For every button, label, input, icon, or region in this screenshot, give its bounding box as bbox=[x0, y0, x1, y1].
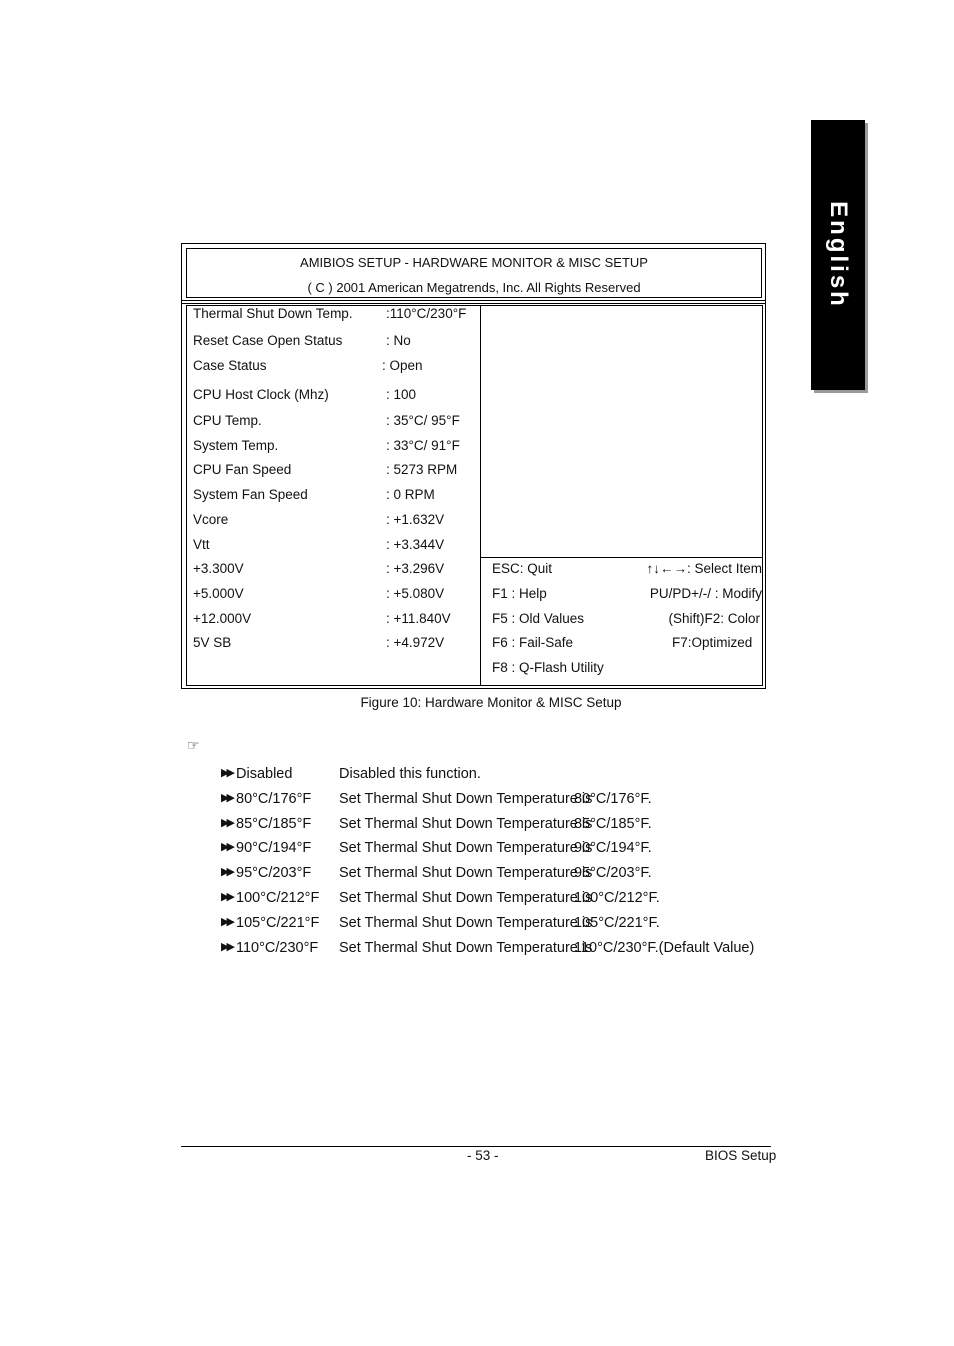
option-value: 110°C/230°F bbox=[236, 939, 319, 956]
option-value: 85°C/185°F bbox=[236, 815, 312, 832]
option-value: 95°C/203°F bbox=[236, 865, 312, 882]
key-help-optimized: F7:Optimized bbox=[672, 635, 753, 650]
option-description: Set Thermal Shut Down Temperature is bbox=[339, 790, 593, 807]
setting-label: 5V SB bbox=[193, 635, 232, 650]
key-help-f8: F8 : Q-Flash Utility bbox=[492, 660, 604, 675]
header-separator bbox=[182, 303, 765, 304]
help-divider bbox=[480, 557, 763, 558]
option-description: Set Thermal Shut Down Temperature is bbox=[339, 890, 593, 906]
option-description: Set Thermal Shut Down Temperature is bbox=[339, 840, 593, 857]
setting-label: Vtt bbox=[193, 537, 210, 552]
key-help-color: (Shift)F2: Color bbox=[668, 611, 760, 626]
panel-divider bbox=[480, 305, 481, 686]
setting-value: : +1.632V bbox=[386, 512, 445, 527]
option-value: 105°C/221°F bbox=[236, 914, 320, 931]
setting-value: : 100 bbox=[386, 387, 417, 402]
setting-label: Reset Case Open Status bbox=[193, 333, 343, 348]
setting-value: : 5273 RPM bbox=[386, 462, 458, 477]
setting-value: : 33°C/ 91°F bbox=[386, 438, 460, 453]
footer-rule bbox=[181, 1146, 771, 1147]
language-tab bbox=[811, 120, 865, 390]
option-temperature: 80°C/176°F. bbox=[574, 790, 652, 807]
setting-value: : +3.296V bbox=[386, 561, 445, 576]
key-help-arrows: ↑↓←→: Select Item bbox=[646, 561, 762, 576]
option-description: Set Thermal Shut Down Temperature is bbox=[339, 865, 593, 882]
option-temperature: 100°C/212°F. bbox=[574, 890, 660, 906]
double-arrow-icon: ▶▶ bbox=[221, 866, 232, 879]
key-help-f5: F5 : Old Values bbox=[492, 611, 585, 626]
setting-label: CPU Host Clock (Mhz) bbox=[193, 387, 329, 402]
setting-label: System Fan Speed bbox=[193, 487, 308, 502]
setting-label: Case Status bbox=[193, 358, 267, 373]
setting-value: : +11.840V bbox=[386, 611, 451, 626]
double-arrow-icon: ▶▶ bbox=[221, 891, 232, 903]
setting-value: :110°C/230°F bbox=[386, 306, 467, 321]
pointing-hand-icon: ☞ bbox=[187, 737, 200, 753]
option-value: 80°C/176°F bbox=[236, 790, 312, 807]
setting-value: : +5.080V bbox=[386, 586, 445, 601]
setting-value: : +4.972V bbox=[386, 635, 445, 650]
setting-value: : No bbox=[386, 333, 411, 348]
setting-label: System Temp. bbox=[193, 438, 279, 453]
footer-section: BIOS Setup bbox=[705, 1148, 777, 1163]
double-arrow-icon: ▶▶ bbox=[221, 940, 232, 953]
key-help-esc: ESC: Quit bbox=[492, 561, 553, 576]
setting-value: : +3.344V bbox=[386, 537, 445, 552]
figure-caption: Figure 10: Hardware Monitor & MISC Setup bbox=[360, 695, 622, 710]
option-description: Set Thermal Shut Down Temperature is bbox=[339, 914, 593, 931]
setting-label: CPU Fan Speed bbox=[193, 462, 292, 477]
option-temperature: 85°C/185°F. bbox=[574, 815, 652, 832]
double-arrow-icon: ▶▶ bbox=[221, 816, 232, 829]
double-arrow-icon: ▶▶ bbox=[221, 841, 232, 854]
key-help-f6: F6 : Fail-Safe bbox=[492, 635, 574, 650]
setting-value: : Open bbox=[382, 358, 423, 373]
double-arrow-icon: ▶▶ bbox=[221, 915, 232, 928]
option-temperature: 105°C/221°F. bbox=[574, 914, 660, 931]
page-number: - 53 - bbox=[467, 1148, 499, 1163]
option-description: Set Thermal Shut Down Temperature is bbox=[339, 815, 593, 832]
key-help-f1: F1 : Help bbox=[492, 586, 547, 601]
option-value: Disabled bbox=[236, 766, 293, 782]
setting-label: +5.000V bbox=[193, 586, 244, 601]
option-temperature: 95°C/203°F. bbox=[574, 865, 652, 882]
setting-label: +3.300V bbox=[193, 561, 244, 576]
setting-label: Vcore bbox=[193, 512, 229, 527]
bios-copyright: ( C ) 2001 American Megatrends, Inc. All Rights Reserved bbox=[307, 280, 641, 295]
option-value: 90°C/194°F bbox=[236, 840, 312, 857]
option-value: 100°C/212°F bbox=[236, 890, 320, 906]
bios-header bbox=[186, 248, 762, 298]
option-temperature: 90°C/194°F. bbox=[574, 840, 652, 857]
bios-title: AMIBIOS SETUP - HARDWARE MONITOR & MISC SETUP bbox=[300, 255, 648, 270]
double-arrow-icon: ▶▶ bbox=[221, 767, 232, 779]
option-temperature: 110°C/230°F.(Default Value) bbox=[574, 939, 755, 956]
header-separator bbox=[182, 300, 765, 301]
setting-value: : 0 RPM bbox=[386, 487, 435, 502]
setting-label: +12.000V bbox=[193, 611, 252, 626]
double-arrow-icon: ▶▶ bbox=[221, 791, 232, 804]
setting-value: : 35°C/ 95°F bbox=[386, 413, 460, 428]
option-description: Set Thermal Shut Down Temperature is bbox=[339, 939, 593, 956]
key-help-modify: PU/PD+/-/ : Modify bbox=[649, 586, 762, 601]
setting-label: Thermal Shut Down Temp. bbox=[193, 306, 353, 321]
setting-label: CPU Temp. bbox=[193, 413, 262, 428]
option-description: Disabled this function. bbox=[339, 766, 481, 782]
language-tab-label: English bbox=[825, 201, 852, 309]
